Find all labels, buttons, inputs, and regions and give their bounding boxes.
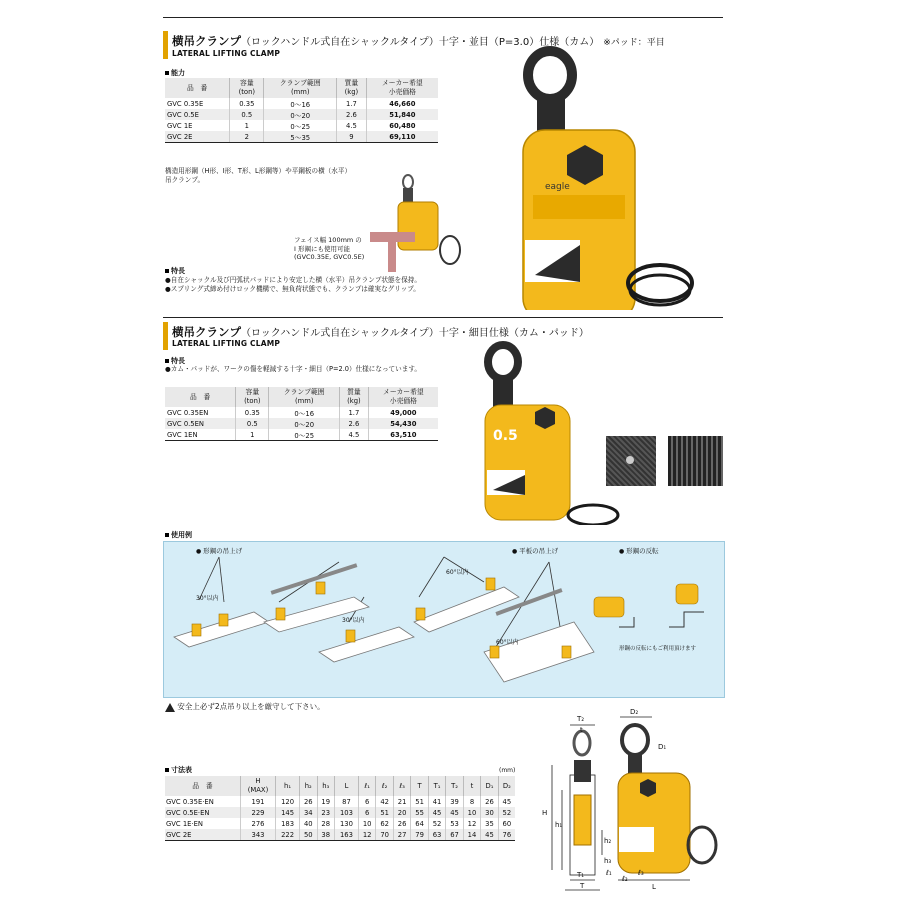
- clamp-mini: [192, 624, 201, 636]
- clamp-small-body: [398, 202, 438, 250]
- dim-cell: 45: [498, 796, 515, 807]
- table-row: [165, 807, 515, 818]
- dim-cell: 10: [463, 807, 480, 818]
- spec2-header-4: メーカー希望 小売価格: [368, 387, 438, 407]
- dim-cell: GVC 0.5E·EN: [165, 807, 240, 818]
- dim-cell: GVC 2E: [165, 829, 240, 841]
- beam-web-cross-section: [388, 242, 396, 272]
- dim-header-5: L: [334, 776, 358, 796]
- dim-header-9: T: [411, 776, 428, 796]
- spec2-cell: GVC 0.35EN: [167, 408, 209, 417]
- spec1-cell: 69,110: [366, 131, 438, 143]
- dim-header-11: T₂: [446, 776, 463, 796]
- table-row: [165, 109, 438, 120]
- face-note-line1: フェイス幅 100mm の: [294, 236, 362, 244]
- dim-cell: 12: [463, 818, 480, 829]
- dim-cell: 6: [358, 796, 375, 807]
- section2-rule: [163, 317, 723, 318]
- spec2-cell: 0.35: [236, 407, 269, 418]
- dim-cell: 41: [428, 796, 445, 807]
- dim-cell: 163: [334, 829, 358, 841]
- dim-header-6: ℓ₁: [358, 776, 375, 796]
- usage-label: 使用例: [165, 530, 192, 540]
- clamp-mini: [490, 646, 499, 658]
- flip-note: 形鋼の反転にもご利用頂けます: [619, 646, 697, 652]
- label-D1: D₁: [658, 743, 667, 751]
- dim-cell: 14: [463, 829, 480, 841]
- dim-header-4: h₃: [317, 776, 334, 796]
- dim-cell: 27: [393, 829, 410, 841]
- section2-subtitle: LATERAL LIFTING CLAMP: [172, 339, 281, 348]
- dim-cell: 229: [240, 807, 275, 818]
- cam-pin-hole: [626, 456, 634, 464]
- h-beam-3: [319, 627, 414, 662]
- beam-flange-cross-section: [370, 232, 415, 242]
- spec1-cell: GVC 0.5E: [165, 109, 230, 120]
- dim-cell: 26: [300, 796, 317, 807]
- dim-header-14: D₂: [498, 776, 515, 796]
- spec1-cell: GVC 0.35E: [167, 99, 204, 108]
- spec2-cell: 4.5: [340, 429, 369, 441]
- dim-cell: 30: [481, 807, 498, 818]
- spec2-header-0: 品 番: [165, 387, 236, 407]
- dim-cell: 45: [446, 807, 463, 818]
- section1-desc-line2: 吊クランプ。: [165, 176, 205, 184]
- dim-cell: GVC 1E·EN: [166, 819, 203, 828]
- section1-desc-line1: 構造用形鋼（H形、I形、T形、L形鋼等）や平鋼板の横（水平）: [165, 167, 352, 175]
- clamp-mini: [276, 608, 285, 620]
- table-row: [165, 796, 515, 807]
- clamp-mini: [346, 630, 355, 642]
- label-h3: h₃: [604, 857, 612, 865]
- spec2-header-3: 質量 (kg): [340, 387, 369, 407]
- lifting-ring-2: [568, 505, 618, 525]
- front-shackle-ring: [622, 725, 648, 755]
- dim-cell: 38: [317, 829, 334, 841]
- spec1-cell: 0～16: [264, 98, 337, 109]
- spec2-cell: 0.5: [236, 418, 269, 429]
- spec2-cell: GVC 0.5EN: [165, 418, 236, 429]
- top-shackle-ring: [528, 51, 572, 99]
- section2-accent-bar: [163, 322, 168, 350]
- spec1-cell: 2.6: [337, 109, 367, 120]
- spec2-cell: 63,510: [368, 429, 438, 441]
- section1-title-sub: （ロックハンドル式自在シャックルタイプ）十字・並目（P=3.0）仕様（カム）: [241, 37, 600, 48]
- spec1-header-3: 質量 (kg): [337, 78, 367, 98]
- capacity-table-1: [165, 78, 438, 143]
- dim-cell: 35: [481, 818, 498, 829]
- dim-cell: 191: [240, 796, 275, 807]
- dim-header-1: H (MAX): [240, 776, 275, 796]
- shackle-ring-small: [403, 175, 413, 189]
- section1-feature1: ●自在シャックル及び円弧状パッドにより安定した横（水平）吊クランプ状態を保持。: [165, 276, 421, 284]
- dim-cell: 26: [481, 796, 498, 807]
- dim-header-0: 品 番: [165, 776, 240, 796]
- dim-cell: 52: [498, 807, 515, 818]
- dim-cell: 76: [498, 829, 515, 841]
- clamp-flip-2: [676, 584, 698, 604]
- label-l3: ℓ₃: [638, 869, 644, 877]
- dim-cell: 21: [393, 796, 410, 807]
- dim-cell: 40: [300, 818, 317, 829]
- front-shackle: [628, 753, 642, 775]
- dim-cell: 145: [276, 807, 300, 818]
- usage-item-beam-flip: ● 形鋼の反転: [619, 546, 659, 555]
- dimension-unit: (mm): [499, 767, 516, 774]
- dim-cell: 20: [393, 807, 410, 818]
- dim-cell: 12: [358, 829, 375, 841]
- dim-cell: 60: [498, 818, 515, 829]
- lifting-ring-small: [440, 236, 460, 264]
- front-jaw-opening: [619, 827, 654, 852]
- label-L: L: [652, 883, 656, 891]
- label-T1: T₁: [577, 871, 585, 879]
- table-row: [165, 407, 438, 418]
- dim-cell: 70: [376, 829, 393, 841]
- clamp-capacity-badge: 0.5: [493, 428, 518, 444]
- dim-cell: 45: [428, 807, 445, 818]
- top-shackle-ring-2: [488, 345, 518, 379]
- spec1-cell: GVC 1E: [167, 121, 193, 130]
- dim-cell: 64: [411, 818, 428, 829]
- spec1-header-0: 品 番: [165, 78, 230, 98]
- spec1-cell: 2: [230, 131, 264, 143]
- usage-item-plate-lift: ● 平板の吊上げ: [512, 546, 558, 555]
- dim-header-2: h₁: [276, 776, 300, 796]
- spec1-cell: 46,660: [366, 98, 438, 109]
- spec2-cell: 2.6: [340, 418, 369, 429]
- spec2-cell: 1: [236, 429, 269, 441]
- usage-panel: [163, 541, 725, 698]
- warning-icon: [165, 703, 175, 712]
- clamp-brand-text: eagle: [545, 182, 570, 192]
- section2-title-main: 横吊クランプ: [172, 325, 241, 339]
- dim-header-7: ℓ₂: [376, 776, 393, 796]
- spec2-cell: 1.7: [340, 407, 369, 418]
- angle-label-2: 30°以内: [342, 617, 365, 624]
- label-h2: h₂: [604, 837, 612, 845]
- sling-line: [219, 557, 224, 602]
- steel-plate: [484, 622, 594, 682]
- sling-line: [199, 557, 219, 600]
- top-rule: [163, 17, 723, 18]
- spec1-cell: 51,840: [366, 109, 438, 120]
- dim-cell: 130: [334, 818, 358, 829]
- section2-title-sub: （ロックハンドル式自在シャックルタイプ）十字・細目仕様（カム・パッド）: [241, 328, 589, 339]
- spec1-cell: 0.35: [230, 98, 264, 109]
- spec1-header-2: クランプ範囲 (mm): [264, 78, 337, 98]
- dim-cell: 10: [358, 818, 375, 829]
- spec1-cell: 1.7: [337, 98, 367, 109]
- dim-cell: 87: [334, 796, 358, 807]
- dim-cell: 63: [428, 829, 445, 841]
- spec2-header-1: 容量 (ton): [236, 387, 269, 407]
- dim-cell: 51: [376, 807, 393, 818]
- face-note-line2: I 形鋼にも使用可能: [294, 244, 350, 253]
- lifting-beam: [271, 563, 358, 595]
- dim-cell: 39: [446, 796, 463, 807]
- dim-cell: 67: [446, 829, 463, 841]
- spec1-cell: 4.5: [337, 120, 367, 131]
- side-shackle: [574, 760, 591, 782]
- table-row: [165, 418, 438, 429]
- clamp-mini: [562, 646, 571, 658]
- angle-label-4: 60°以内: [496, 639, 519, 646]
- spec1-cell: GVC 2E: [165, 131, 230, 143]
- label-l2: ℓ₂: [622, 875, 628, 883]
- dim-cell: 28: [317, 818, 334, 829]
- spec2-header-2: クランプ範囲 (mm): [269, 387, 340, 407]
- dim-cell: 55: [411, 807, 428, 818]
- section1-title-note: ※パッド：平目: [603, 38, 665, 48]
- dim-cell: 62: [376, 818, 393, 829]
- dim-cell: 23: [317, 807, 334, 818]
- clamp-label-plate: [533, 195, 625, 219]
- side-body-yellow: [574, 795, 591, 845]
- label-l1: ℓ₁: [606, 869, 612, 877]
- section2-feature1: ●カム・パッドが、ワークの傷を軽減する十字・細目（P=2.0）仕様になっています。: [165, 365, 421, 373]
- dimension-drawing: [540, 705, 720, 895]
- dim-header-3: h₂: [300, 776, 317, 796]
- dim-cell: 120: [276, 796, 300, 807]
- dim-cell: 103: [334, 807, 358, 818]
- dim-cell: 222: [276, 829, 300, 841]
- dim-cell: GVC 0.35E·EN: [166, 797, 214, 806]
- dim-header-13: D₁: [481, 776, 498, 796]
- clamp-mini: [316, 582, 325, 594]
- dim-cell: 53: [446, 818, 463, 829]
- sling-line: [419, 557, 444, 597]
- cam-texture-sample: [606, 436, 656, 486]
- dim-cell: 79: [411, 829, 428, 841]
- spec1-header-4: メーカー希望 小売価格: [366, 78, 438, 98]
- label-T: T: [580, 882, 585, 890]
- usage-illustrations: [164, 542, 724, 697]
- dim-cell: 8: [463, 796, 480, 807]
- section1-title-main: 横吊クランプ: [172, 34, 241, 48]
- dim-cell: 183: [276, 818, 300, 829]
- face-note: [294, 236, 364, 262]
- spec1-cell: 1: [230, 120, 264, 131]
- dim-cell: 45: [481, 829, 498, 841]
- label-H: H: [542, 809, 548, 817]
- table-row: [165, 120, 438, 131]
- dim-cell: 26: [393, 818, 410, 829]
- spec1-cell: 0.5: [230, 109, 264, 120]
- dim-cell: 34: [300, 807, 317, 818]
- label-D2: D₂: [630, 708, 639, 716]
- table-row: [165, 818, 515, 829]
- face-note-line3: (GVC0.35E, GVC0.5E): [294, 253, 365, 261]
- capacity-table-2: [165, 387, 438, 441]
- ability-label: 能力: [165, 68, 185, 78]
- dimension-table: [165, 776, 515, 841]
- table-row: [165, 829, 515, 841]
- label-T2: T₂: [577, 715, 585, 723]
- spec2-cell: GVC 1EN: [165, 429, 236, 441]
- angle-label-1: 30°以内: [196, 595, 219, 602]
- dim-cell: 343: [240, 829, 275, 841]
- usage-item-beam-lift: ● 形鋼の吊上げ: [196, 546, 242, 555]
- safety-warning: [165, 701, 325, 712]
- h-beam-usage-illustration: [370, 168, 465, 273]
- side-ring: [574, 731, 590, 755]
- section2-title: [172, 324, 589, 340]
- clamp-photo-fine: [475, 340, 625, 525]
- dimension-label: 寸法表: [165, 765, 192, 775]
- clamp-photo-large: [505, 45, 705, 310]
- spec2-cell: 54,430: [368, 418, 438, 429]
- spec1-cell: 60,480: [366, 120, 438, 131]
- dim-cell: 6: [358, 807, 375, 818]
- section1-features-label: 特長: [165, 266, 185, 276]
- section1-accent-bar: [163, 31, 168, 59]
- spec2-cell: 0～16: [269, 407, 340, 418]
- clamp-flip-1: [594, 597, 624, 617]
- clamp-mini: [416, 608, 425, 620]
- pad-texture-sample: [668, 436, 723, 486]
- spec2-cell: 0～20: [269, 418, 340, 429]
- flip-stand: [669, 612, 704, 627]
- section2-features-label: 特長: [165, 356, 185, 366]
- clamp-mini: [219, 614, 228, 626]
- flip-table: [619, 617, 634, 627]
- dim-header-10: T₁: [428, 776, 445, 796]
- dim-cell: 51: [411, 796, 428, 807]
- spec2-cell: 49,000: [368, 407, 438, 418]
- front-lifting-ring: [688, 827, 716, 863]
- dim-header-12: t: [463, 776, 480, 796]
- dim-cell: 276: [240, 818, 275, 829]
- angle-label-3: 60°以内: [446, 569, 469, 576]
- label-h1: h₁: [555, 821, 563, 829]
- spec1-cell: 0～25: [264, 120, 337, 131]
- label-t: t: [580, 726, 583, 734]
- spec1-cell: 0～20: [264, 109, 337, 120]
- dim-cell: 52: [428, 818, 445, 829]
- section1-subtitle: LATERAL LIFTING CLAMP: [172, 49, 281, 58]
- spec1-cell: 5～35: [264, 131, 337, 143]
- section1-feature2: ●スプリング式締め付けロック機構で、無負荷状態でも、クランプは確実なグリップ。: [165, 285, 420, 293]
- safety-warning-text: 安全上必ず2点吊り以上を厳守して下さい。: [177, 702, 325, 711]
- table-row: [165, 429, 438, 441]
- table-row: [165, 98, 438, 109]
- spec1-header-1: 容量 (ton): [230, 78, 264, 98]
- dim-cell: 50: [300, 829, 317, 841]
- dim-header-8: ℓ₃: [393, 776, 410, 796]
- table-row: [165, 131, 438, 143]
- dim-cell: 19: [317, 796, 334, 807]
- dim-cell: 42: [376, 796, 393, 807]
- lifting-ring-large: [628, 265, 692, 301]
- clamp-body-yellow-2: [485, 405, 570, 520]
- spec1-cell: 9: [337, 131, 367, 143]
- clamp-mini: [486, 578, 495, 590]
- spec2-cell: 0～25: [269, 429, 340, 441]
